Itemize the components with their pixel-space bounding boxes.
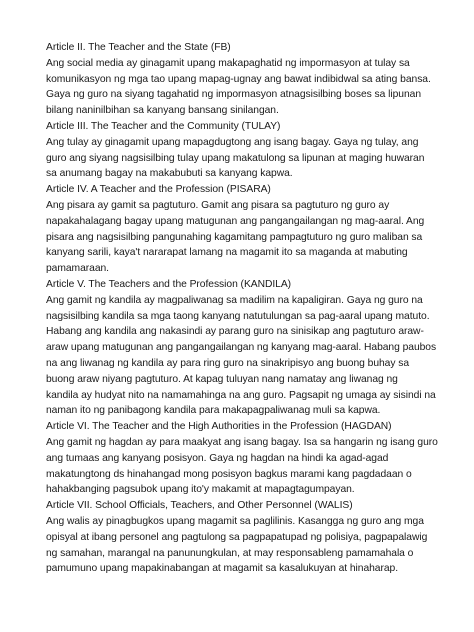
article-heading: Article III. The Teacher and the Community (TULAY) — [46, 120, 281, 132]
paragraph-line: Ang pisara ay gamit sa pagtuturo. Gamit ang pisara sa pagtuturo ng guro ay — [46, 199, 390, 211]
paragraph-line: Ang gamit ng kandila ay magpaliwanag sa madilim na kapaligiran. Gaya ng guro na — [46, 294, 423, 306]
article-section — [46, 40, 440, 119]
paragraph-line: napakahalagang bagay upang matugunan ang pangangailangan ng mag-aaral. Ang — [46, 215, 425, 227]
paragraph-line: pamumuno upang mapakinabangan at magamit sa kasalukuyan at hinaharap. — [46, 563, 399, 575]
paragraph-line: Gaya ng guro na siyang tagahatid ng impormasyon atnagsisilbing boses sa lipunan — [46, 89, 421, 101]
article-heading: Article VI. The Teacher and the High Authorities in the Profession (HAGDAN) — [46, 421, 392, 433]
article-heading: Article IV. A Teacher and the Profession (PISARA) — [46, 184, 271, 196]
paragraph-line: hahakbanging pagsubok upang ito'y makamit at mapagtagumpayan. — [46, 484, 355, 496]
paragraph-line: ng samahan, marangal na panunungkulan, at may responsableng pamamahala o — [46, 547, 414, 559]
paragraph-line: buong araw niyang pagtuturo. At kapag tuluyan nang namatay ang liwanag ng — [46, 373, 398, 385]
paragraph-line: Habang ang kandila ang nakasindi ay parang guro na sinisikap ang pagtuturo araw- — [46, 326, 424, 338]
article-section — [46, 119, 440, 182]
paragraph-line: guro ang siyang nagsisilbing tulay upang makatulong sa lipunan at maging huwaran — [46, 152, 425, 164]
paragraph-line: sa anumang bagay na makabubuti sa kanyang kapwa. — [46, 168, 293, 180]
article-section — [46, 498, 440, 577]
paragraph-line: komunikasyon ng mga tao upang mapag-ugnay ang bawat indibidwal sa ating bansa. — [46, 73, 431, 85]
paragraph-line: ang tumaas ang kanyang posisyon. Gaya ng hagdan na hindi ka agad-agad — [46, 452, 389, 464]
paragraph-line: bilang naninilbihan sa kanyang bansang sinilangan. — [46, 105, 279, 117]
paragraph-line: opisyal at ibang personel ang pagtulong sa pagpapatupad ng polisiya, pagpapalawig — [46, 531, 428, 543]
article-heading: Article V. The Teachers and the Profession (KANDILA) — [46, 278, 292, 290]
paragraph-line: kandila ay hudyat nito na namamahinga na ang guro. Pagsapit ng umaga ay sisindi na — [46, 389, 436, 401]
paragraph-line: naman ito ng panibagong kandila para makapagpaliwanag muli sa kapwa. — [46, 405, 381, 417]
paragraph-line: Ang social media ay ginagamit upang makapaghatid ng impormasyon at tulay sa — [46, 57, 410, 69]
paragraph-line: na ang liwanag ng kandila ay para ring guro na sinakripisyo ang buong buhay sa — [46, 357, 410, 369]
paragraph-line: Ang gamit ng hagdan ay para maakyat ang isang bagay. Isa sa hangarin ng isang guro — [46, 436, 438, 448]
article-heading: Article VII. School Officials, Teachers, and Other Personnel (WALIS) — [46, 500, 353, 512]
paragraph-line: Ang tulay ay ginagamit upang mapagdugtong ang isang bagay. Gaya ng tulay, ang — [46, 136, 419, 148]
article-section — [46, 419, 440, 498]
paragraph-line: kanyang sarili, kaya't nararapat lamang na magamit ito sa maganda at mabuting — [46, 247, 408, 259]
article-heading: Article II. The Teacher and the State (FB) — [46, 42, 231, 53]
paragraph-line: araw upang matugunan ang pangangailangan ng kanyang mag-aaral. Habang paubos — [46, 342, 437, 354]
paragraph-line: makatungtong ds hinahangad mong posisyon bagkus marami kang pagdadaan o — [46, 468, 412, 480]
paragraph-line: pisara ang nagsisilbing pangunahing kagamitang pampagtuturo ng guro maliban sa — [46, 231, 423, 243]
article-section — [46, 182, 440, 277]
paragraph-line: Ang walis ay pinagbugkos upang magamit sa paglilinis. Kasangga ng guro ang mga — [46, 515, 424, 527]
article-section — [46, 277, 440, 419]
paragraph-line: pamamaraan. — [46, 263, 109, 275]
paragraph-line: nagsisilbing kandila sa mga taong kanyang natutulungan sa pag-aaral upang matuto. — [46, 310, 430, 322]
